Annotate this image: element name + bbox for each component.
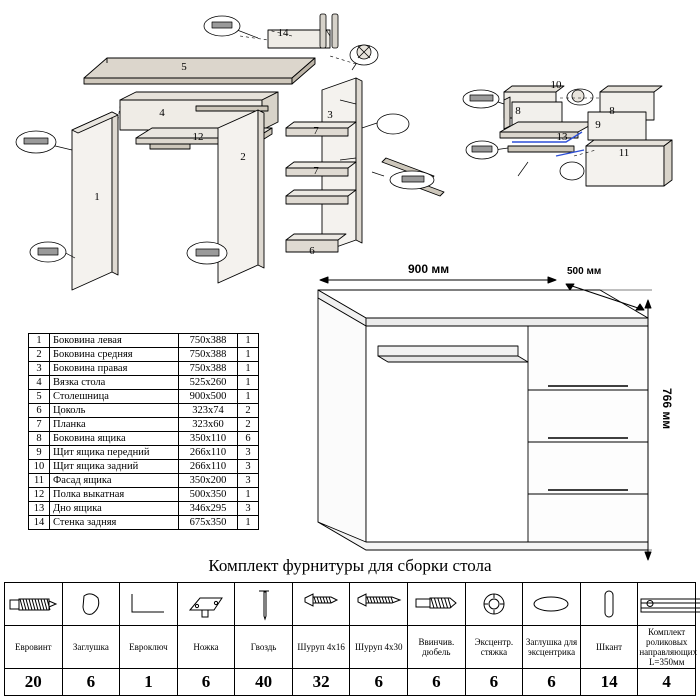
callout-9: 9 — [595, 119, 601, 131]
part-num-cell: 3 — [29, 362, 50, 376]
table-row — [29, 502, 259, 516]
part-size-cell: 266х110 — [179, 460, 238, 474]
kit-item-count: 6 — [408, 669, 466, 696]
table-row — [29, 460, 259, 474]
dimension-depth: 500 мм — [567, 266, 602, 277]
part-name-cell: Стенка задняя — [50, 516, 179, 530]
cam-cover-icon — [523, 583, 581, 626]
kit-item-count: 6 — [177, 669, 235, 696]
part-name-cell: Боковина ящика — [50, 432, 179, 446]
part-qty-cell: 1 — [238, 488, 259, 502]
kit-item-label: Шуруп 4х16 — [292, 626, 350, 669]
callout-8b: 8 — [609, 105, 615, 117]
callout-10: 10 — [550, 79, 562, 91]
part-qty-cell: 3 — [238, 502, 259, 516]
kit-item-count: 40 — [235, 669, 293, 696]
part-num-cell: 7 — [29, 418, 50, 432]
callout-7b: 7 — [313, 165, 319, 177]
part-qty-cell: 3 — [238, 460, 259, 474]
kit-item-label: Евровинт — [5, 626, 63, 669]
kit-item-label: Ножка — [177, 626, 235, 669]
part-name-cell: Планка — [50, 418, 179, 432]
kit-item-count: 32 — [292, 669, 350, 696]
part-qty-cell: 2 — [238, 418, 259, 432]
dimension-width: 900 мм — [408, 262, 450, 276]
screw-4x30-icon — [350, 583, 408, 626]
part-name-cell: Боковина средняя — [50, 348, 179, 362]
part-size-cell: 323х74 — [179, 404, 238, 418]
callout-8a: 8 — [515, 105, 521, 117]
part-num-cell: 9 — [29, 446, 50, 460]
callout-12: 12 — [192, 131, 204, 143]
table-row — [29, 390, 259, 404]
table-row — [29, 516, 259, 530]
part-num-cell: 10 — [29, 460, 50, 474]
table-row — [29, 404, 259, 418]
part-size-cell: 675х350 — [179, 516, 238, 530]
kit-item-label: Шкант — [580, 626, 638, 669]
kit-item-count: 1 — [120, 669, 178, 696]
allen-key-icon — [120, 583, 178, 626]
part-num-cell: 5 — [29, 390, 50, 404]
part-size-cell: 525х260 — [179, 376, 238, 390]
part-size-cell: 750х388 — [179, 334, 238, 348]
part-qty-cell: 1 — [238, 334, 259, 348]
part-name-cell: Щит ящика передний — [50, 446, 179, 460]
part-qty-cell: 3 — [238, 474, 259, 488]
part-num-cell: 13 — [29, 502, 50, 516]
kit-item-label: Заглушка для эксцентрика — [523, 626, 581, 669]
callout-1: 1 — [94, 191, 100, 203]
drawer-slide-icon — [638, 583, 696, 626]
kit-item-label: Гвоздь — [235, 626, 293, 669]
kit-item-count: 6 — [62, 669, 120, 696]
kit-item-label: Ввинчив. дюбель — [408, 626, 466, 669]
callout-2: 2 — [240, 151, 246, 163]
callout-4: 4 — [159, 107, 165, 119]
part-size-cell: 350х200 — [179, 474, 238, 488]
part-size-cell: 750х388 — [179, 362, 238, 376]
callout-5: 5 — [181, 61, 187, 73]
part-num-cell: 2 — [29, 348, 50, 362]
kit-item-count: 6 — [350, 669, 408, 696]
part-name-cell: Боковина левая — [50, 334, 179, 348]
kit-item-count: 4 — [638, 669, 696, 696]
part-size-cell: 750х388 — [179, 348, 238, 362]
part-num-cell: 6 — [29, 404, 50, 418]
kit-item-label: Евроключ — [120, 626, 178, 669]
callout-6: 6 — [309, 245, 315, 257]
part-size-cell: 900х500 — [179, 390, 238, 404]
part-qty-cell: 1 — [238, 348, 259, 362]
part-qty-cell: 3 — [238, 446, 259, 460]
part-num-cell: 4 — [29, 376, 50, 390]
part-qty-cell: 1 — [238, 362, 259, 376]
kit-item-count: 14 — [580, 669, 638, 696]
part-name-cell: Фасад ящика — [50, 474, 179, 488]
part-size-cell: 346х295 — [179, 502, 238, 516]
screw-in-dowel-icon — [408, 583, 466, 626]
callout-14: 14 — [277, 27, 289, 39]
part-name-cell: Боковина правая — [50, 362, 179, 376]
cam-lock-icon — [465, 583, 523, 626]
part-size-cell: 500х350 — [179, 488, 238, 502]
callout-3: 3 — [327, 109, 333, 121]
kit-item-count: 6 — [465, 669, 523, 696]
table-row — [29, 348, 259, 362]
nail-icon — [235, 583, 293, 626]
callout-13: 13 — [556, 131, 568, 143]
table-row — [29, 418, 259, 432]
part-size-cell: 350х110 — [179, 432, 238, 446]
screw-4x16-icon — [292, 583, 350, 626]
kit-item-count: 6 — [523, 669, 581, 696]
cap-plug-icon — [62, 583, 120, 626]
table-row — [29, 474, 259, 488]
callout-11: 11 — [618, 147, 630, 159]
part-qty-cell: 2 — [238, 404, 259, 418]
part-name-cell: Столешница — [50, 390, 179, 404]
part-qty-cell: 1 — [238, 376, 259, 390]
part-name-cell: Цоколь — [50, 404, 179, 418]
part-num-cell: 14 — [29, 516, 50, 530]
kit-item-count: 20 — [5, 669, 63, 696]
callout-7a: 7 — [313, 125, 319, 137]
kit-item-label: Эксцентр. стяжка — [465, 626, 523, 669]
part-num-cell: 8 — [29, 432, 50, 446]
table-row — [29, 376, 259, 390]
table-row — [29, 446, 259, 460]
dowel-icon — [580, 583, 638, 626]
dimension-height: 766 мм — [660, 388, 674, 430]
part-name-cell: Полка выкатная — [50, 488, 179, 502]
table-row — [29, 334, 259, 348]
kit-item-label: Комплект роликовых направляющих L=350мм — [639, 627, 698, 667]
table-row — [29, 362, 259, 376]
part-num-cell: 11 — [29, 474, 50, 488]
part-size-cell: 266х110 — [179, 446, 238, 460]
table-row — [29, 488, 259, 502]
kit-item-label: Шуруп 4х30 — [350, 626, 408, 669]
part-name-cell: Вязка стола — [50, 376, 179, 390]
part-qty-cell: 1 — [238, 390, 259, 404]
parts-list-table — [28, 333, 259, 530]
kit-item-label: Заглушка — [62, 626, 120, 669]
part-size-cell: 323х60 — [179, 418, 238, 432]
part-qty-cell: 6 — [238, 432, 259, 446]
part-num-cell: 12 — [29, 488, 50, 502]
part-qty-cell: 1 — [238, 516, 259, 530]
hardware-kit-title: Комплект фурнитуры для сборки стола — [208, 556, 492, 575]
table-row — [29, 432, 259, 446]
euro-screw-icon — [5, 583, 63, 626]
hardware-kit-table — [4, 582, 696, 696]
part-name-cell: Дно ящика — [50, 502, 179, 516]
part-num-cell: 1 — [29, 334, 50, 348]
part-name-cell: Щит ящика задний — [50, 460, 179, 474]
furniture-leg-icon — [177, 583, 235, 626]
